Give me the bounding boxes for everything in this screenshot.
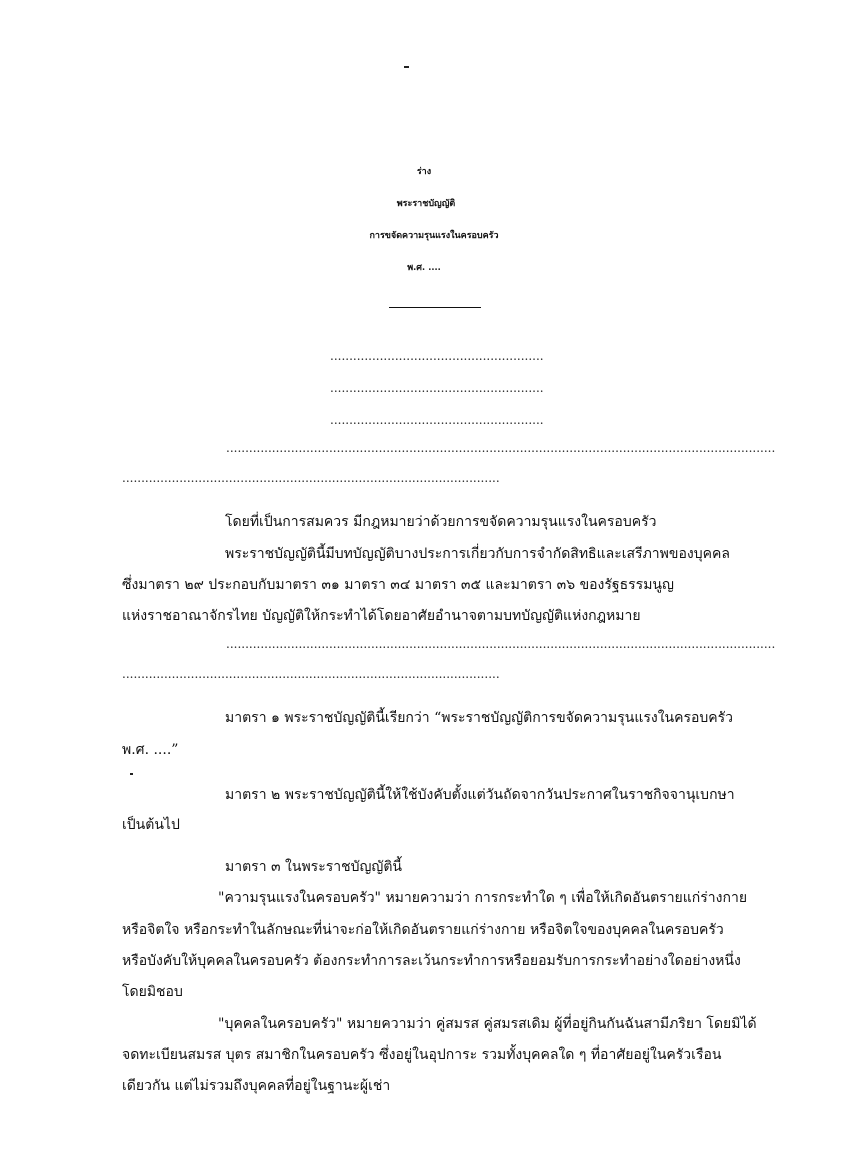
- preamble-paragraph-1: โดยที่เป็นการสมควร มีกฎหมายว่าด้วยการขจัดความรุนแรงในครอบครัว: [225, 514, 657, 530]
- blank-line-1: ........................................................: [330, 349, 544, 363]
- definition-1-line-2: หรือจิตใจ หรือกระทำในลักษณะที่น่าจะก่อให้เกิดอันตรายแก่ร่างกาย หรือจิตใจของบุคคลในครอบครัว: [122, 922, 724, 938]
- draft-label: ร่าง: [416, 167, 432, 177]
- definition-1-line-1: "ความรุนแรงในครอบครัว" หมายความว่า การกระทำใด ๆ เพื่อให้เกิดอันตรายแก่ร่างกาย: [218, 890, 748, 906]
- blank-line-3: ........................................................: [330, 413, 544, 427]
- scan-speck: [130, 773, 133, 775]
- section-3-heading: มาตรา ๓ ในพระราชบัญญัตินี้: [225, 859, 402, 875]
- preamble-paragraph-2-line-1: พระราชบัญญัตินี้มีบทบัญญัติบางประการเกี่ยวกับการจำกัดสิทธิและเสรีภาพของบุคคล: [225, 546, 730, 562]
- title-divider: [389, 307, 481, 308]
- blank-line-7: ...................................................................................................: [122, 667, 500, 681]
- act-label: พระราชบัญญัติ: [396, 199, 456, 209]
- blank-line-4: ................................................................................................................................................: [226, 441, 776, 455]
- blank-line-2: ........................................................: [330, 381, 544, 395]
- section-1-line-2: พ.ศ. ....”: [122, 742, 179, 758]
- definition-1-line-4: โดยมิชอบ: [122, 984, 183, 1000]
- definition-1-line-3: หรือบังคับให้บุคคลในครอบครัว ต้องกระทำการละเว้นกระทำการหรือยอมรับการกระทำอย่างใดอย่างหนึ่ง: [122, 953, 741, 969]
- scan-speck: [404, 66, 409, 68]
- year-label: พ.ศ. ....: [407, 263, 441, 273]
- act-name: การขจัดความรุนแรงในครอบครัว: [369, 231, 499, 241]
- section-2-line-2: เป็นต้นไป: [122, 817, 180, 833]
- section-2-line-1: มาตรา ๒ พระราชบัญญัตินี้ให้ใช้บังคับตั้งแต่วันถัดจากวันประกาศในราชกิจจานุเบกษา: [225, 787, 735, 803]
- section-1-line-1: มาตรา ๑ พระราชบัญญัตินี้เรียกว่า “พระราชบัญญัติการขจัดความรุนแรงในครอบครัว: [225, 710, 734, 726]
- definition-2-line-2: จดทะเบียนสมรส บุตร สมาชิกในครอบครัว ซึ่งอยู่ในอุปการะ รวมทั้งบุคคลใด ๆ ที่อาศัยอยู่ในครัวเรือน: [122, 1047, 722, 1063]
- blank-line-6: ................................................................................................................................................: [226, 637, 776, 651]
- definition-2-line-3: เดียวกัน แต่ไม่รวมถึงบุคคลที่อยู่ในฐานะผู้เช่า: [122, 1078, 391, 1094]
- preamble-paragraph-2-line-3: แห่งราชอาณาจักรไทย บัญญัติให้กระทำได้โดยอาศัยอำนาจตามบทบัญญัติแห่งกฎหมาย: [122, 608, 641, 624]
- definition-2-line-1: "บุคคลในครอบครัว" หมายความว่า คู่สมรส คู่สมรสเดิม ผู้ที่อยู่กินกันฉันสามีภริยา โดยมิได้: [218, 1016, 757, 1032]
- blank-line-5: ...................................................................................................: [122, 471, 500, 485]
- preamble-paragraph-2-line-2: ซึ่งมาตรา ๒๙ ประกอบกับมาตรา ๓๑ มาตรา ๓๔ มาตรา ๓๕ และมาตรา ๓๖ ของรัฐธรรมนูญ: [122, 577, 674, 593]
